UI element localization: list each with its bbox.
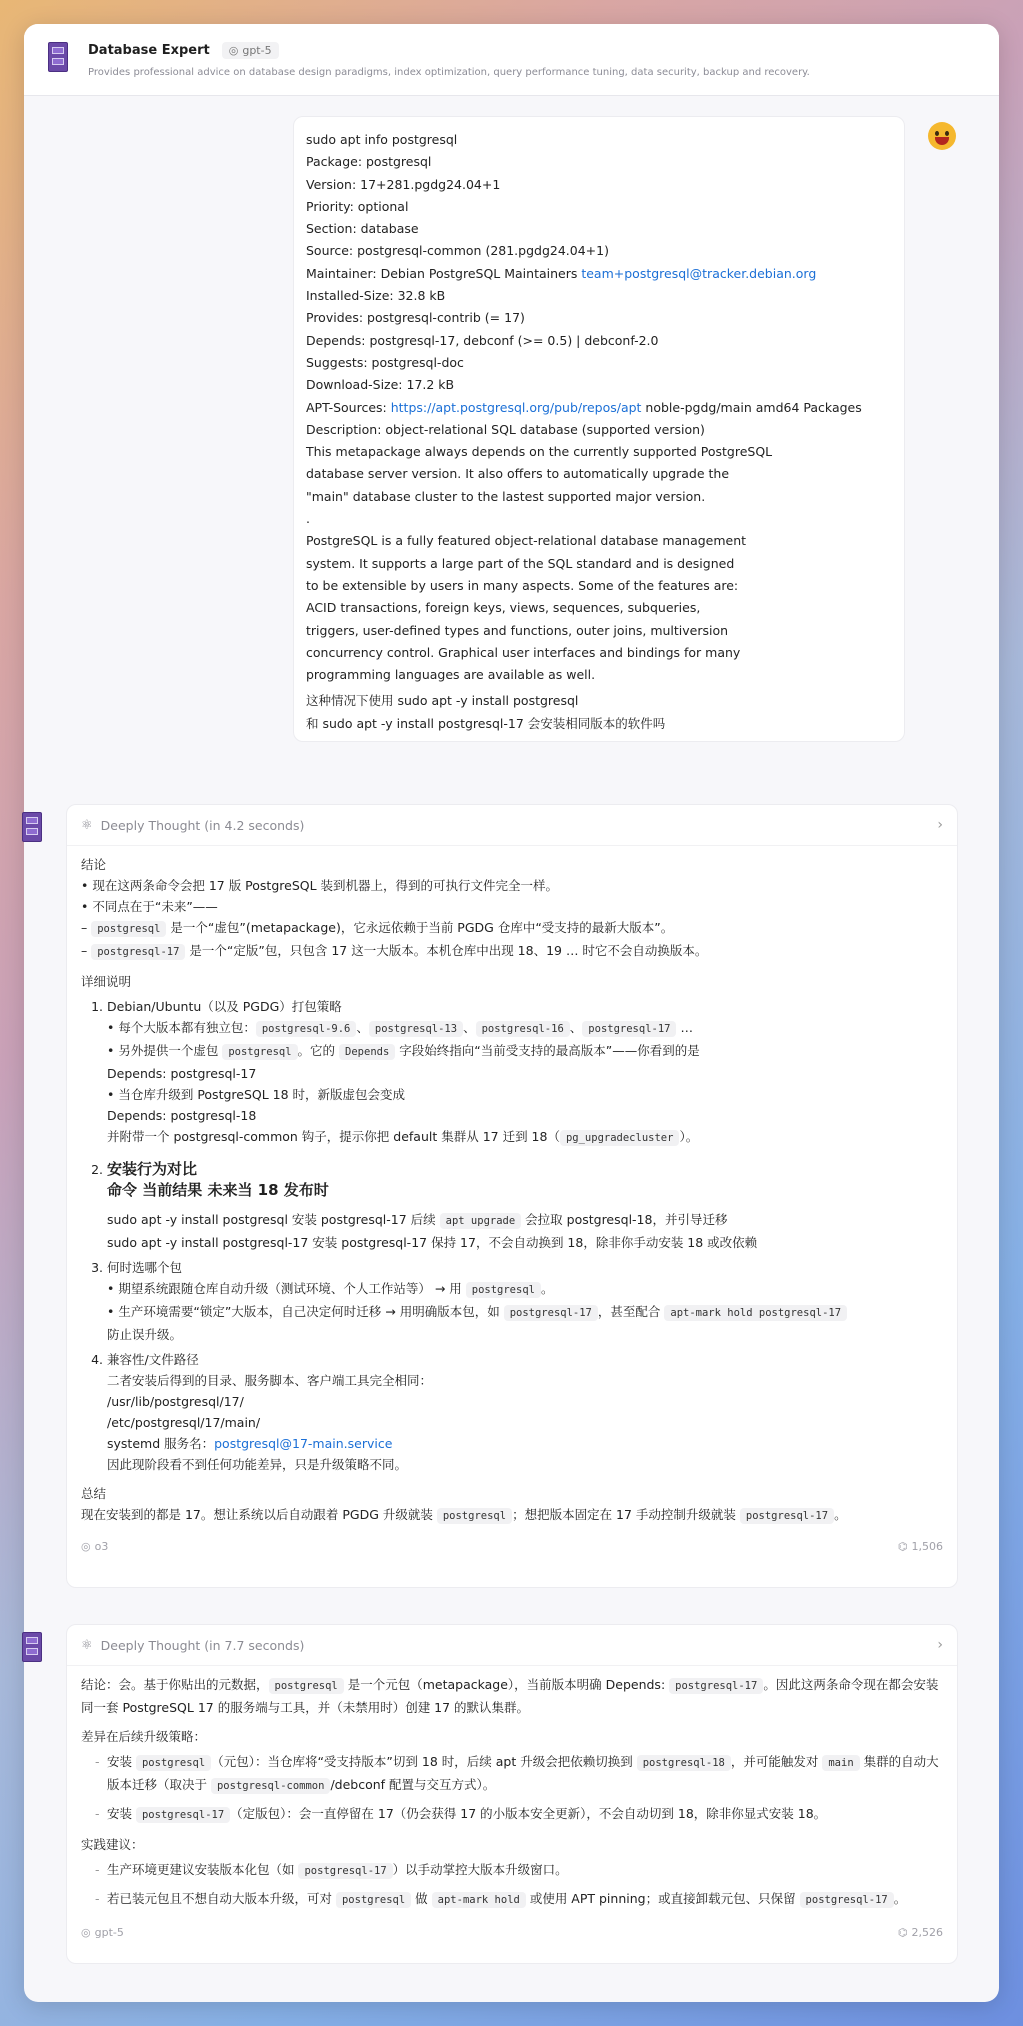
maintainer-email-link[interactable]: team+postgresql@tracker.debian.org — [581, 265, 817, 281]
list-item: - 安装 postgresql （元包）：当仓库将“受支持版本”切到 18 时，后续 apt 升级会把依赖切换到 postgresql-18 ，并可能触发对 main 集群的自动大版本迁移（取决于 postgresql-common /debconf 配置与交互方式）。 — [95, 1751, 943, 1797]
file-cabinet-icon — [48, 42, 68, 72]
service-link[interactable]: postgresql@17-main.service — [214, 1436, 393, 1451]
file-cabinet-icon — [22, 1632, 42, 1662]
list-item: - 安装 postgresql-17 （定版包）：会一直停留在 17（仍会获得 17 的小版本安全更新），不会自动切到 18，除非你显式安装 18。 — [95, 1803, 943, 1826]
assistant-avatar[interactable] — [22, 812, 44, 842]
agent-title: Database Expert — [88, 43, 210, 58]
thinking-toggle[interactable]: ⚛ Deeply Thought (in 4.2 seconds) › — [67, 805, 957, 846]
model-icon: ◎ — [228, 44, 239, 57]
assistant-avatar[interactable] — [22, 1632, 44, 1662]
atom-icon: ⚛ — [81, 817, 93, 833]
user-avatar-icon[interactable] — [928, 122, 956, 150]
token-count: ⌬ 1,506 — [897, 1539, 943, 1553]
message-model: ◎ o3 — [81, 1539, 109, 1553]
agent-avatar[interactable] — [48, 42, 70, 72]
assistant-reply-1: ⚛ Deeply Thought (in 4.2 seconds) › 结论 • 现在这两条命令会把 17 版 PostgreSQL 装到机器上，得到的可执行文件完全一样。 • 不同点在于“未来”—— – postgresql 是一个“虚包”(metapackage)，它永远依赖于当前 PGDG 仓库中“受支持的最新大版本”。 – postgresql-17 是一个“定版”包，只包含 17 这一大版本。本机仓库中出现 18、19 … 时它不会自动换版本。 详细说明 1. Debian/Ubuntu（以及 PGDG）打包策略 • 每个大版本都有独立包： postgresql-9.6 、 postgresql-13 、 postgresql-16 、 postgresql-17 … • 另外提供一个虚包 postgresql 。它的 Depends 字段始终指向“当前受支持的最高版本”——你看到的是 Depends: postgresql-17 • 当仓库升级到 PostgreSQL 18 时，新版虚包会变成 Depends: postgresql-18 并附带一个 postgresql-common 钩子，提示你把 default 集群从 17 迁到 18（ pg_upgradecluster ）。 2. 安装行为对比 命令 当前结果 未来当 18 发布时 sudo apt -y install postgresql 安装 postgresql-17 后续 apt upgrade 会拉取 postgresql-18，并引导迁移 sudo apt -y install postgresql-17 安装 postgresql-17 保持 17，不会自动换到 18，除非你手动安装 18 或改依赖 3. 何时选哪个包 • 期望系统跟随仓库自动升级（测试环境、个人工作站等） → 用 postgresql 。 • 生产环境需要“锁定”大版本，自己决定何时迁移 → 用明确版本包，如 postgresql-17 ，甚至配合 apt-mark hold postgresql-17 防止误升级。 4. 兼容性/文件路径 二者安装后得到的目录、服务脚本、客户端工具完全相同： /usr/lib/postgresql/17/ /etc/postgresql/17/main/ systemd 服务名：postgresql@17-main.service 因此现阶段看不到任何功能差异，只是升级策略不同。 总结 现在安装到的都是 17。想让系统以后自动跟着 PGDG 升级就装 postgresql ；想把版本固定在 17 手动控制升级就装 postgresql-17 。 ◎ o3 ⌬ 1,506 — [66, 804, 958, 1588]
message-model: ◎ gpt-5 — [81, 1925, 124, 1939]
tokens-icon: ⌬ — [897, 1539, 908, 1553]
list-item: 4. 兼容性/文件路径 二者安装后得到的目录、服务脚本、客户端工具完全相同： /usr/lib/postgresql/17/ /etc/postgresql/17/main/ systemd 服务名：postgresql@17-main.service 因此现阶段看不到任何功能差异，只是升级策略不同。 — [107, 1349, 943, 1475]
assistant-reply-2: ⚛ Deeply Thought (in 7.7 seconds) › 结论：会。基于你贴出的元数据， postgresql 是一个元包（metapackage），当前版本明确 Depends: postgresql-17 。因此这两条命令现在都会安装同一套 PostgreSQL 17 的服务端与工具，并（未禁用时）创建 17 的默认集群。 差异在后续升级策略： - 安装 postgresql （元包）：当仓库将“受支持版本”切到 18 时，后续 apt 升级会把依赖切换到 postgresql-18 ，并可能触发对 main 集群的自动大版本迁移（取决于 postgresql-common /debconf 配置与交互方式）。 - 安装 postgresql-17 （定版包）：会一直停留在 17（仍会获得 17 的小版本安全更新），不会自动切到 18，除非你显式安装 18。 实践建议： - 生产环境更建议安装版本化包（如 postgresql-17 ）以手动掌控大版本升级窗口。 - 若已装元包且不想自动大版本升级，可对 postgresql 做 apt-mark hold 或使用 APT pinning；或直接卸载元包、只保留 postgresql-17 。 ◎ gpt-5 ⌬ 2,526 — [66, 1624, 958, 1964]
model-icon: ◎ — [81, 1925, 91, 1939]
list-item: - 若已装元包且不想自动大版本升级，可对 postgresql 做 apt-mark hold 或使用 APT pinning；或直接卸载元包、只保留 postgresql-17 。 — [95, 1888, 943, 1911]
list-item: 3. 何时选哪个包 • 期望系统跟随仓库自动升级（测试环境、个人工作站等） → 用 postgresql 。 • 生产环境需要“锁定”大版本，自己决定何时迁移 → 用明确版本包，如 postgresql-17 ，甚至配合 apt-mark hold postgresql-17 防止误升级。 — [107, 1257, 943, 1345]
atom-icon: ⚛ — [81, 1637, 93, 1653]
file-cabinet-icon — [22, 812, 42, 842]
thinking-toggle[interactable]: ⚛ Deeply Thought (in 7.7 seconds) › — [67, 1625, 957, 1666]
model-badge[interactable]: ◎ gpt-5 — [222, 42, 279, 59]
chevron-right-icon: › — [937, 817, 943, 833]
chat-header — [24, 24, 999, 96]
user-message: sudo apt info postgresql Package: postgresql Version: 17+281.pgdg24.04+1 Priority: optional Section: database Source: postgresql-common (281.pgdg24.04+1) Maintainer: Debian PostgreSQL Maintainers team+postgresql@tracker.debian.org Installed-Size: 32.8 kB Provides: postgresql-contrib (= 17) Depends: postgresql-17, debconf (>= 0.5) | debconf-2.0 Suggests: postgresql-doc Download-Size: 17.2 kB APT-Sources: https://apt.postgresql.org/pub/repos/apt noble-pgdg/main amd64 Packages Description: object-relational SQL database (supported version) This metapackage always depends on the currently supported PostgreSQL database server version. It also offers to automatically upgrade the "main" database cluster to the lastest supported major version. . PostgreSQL is a fully featured object-relational database management system. It supports a large part of the SQL standard and is designed to be extensible by users in many aspects. Some of the features are: ACID transactions, foreign keys, views, sequences, subqueries, triggers, user-defined types and functions, outer joins, multiversion concurrency control. Graphical user interfaces and bindings for many programming languages are available as well. 这种情况下使用 sudo apt -y install postgresql 和 sudo apt -y install postgresql-17 会安装相同版本的软件吗 — [293, 116, 905, 742]
model-icon: ◎ — [81, 1539, 91, 1553]
chevron-right-icon: › — [937, 1637, 943, 1653]
list-item: 1. Debian/Ubuntu（以及 PGDG）打包策略 • 每个大版本都有独立包： postgresql-9.6 、 postgresql-13 、 postgresql-16 、 postgresql-17 … • 另外提供一个虚包 postgresql 。它的 Depends 字段始终指向“当前受支持的最高版本”——你看到的是 Depends: postgresql-17 • 当仓库升级到 PostgreSQL 18 时，新版虚包会变成 Depends: postgresql-18 并附带一个 postgresql-common 钩子，提示你把 default 集群从 17 迁到 18（ pg_upgradecluster ）。 — [107, 996, 943, 1149]
agent-description: Provides professional advice on database design paradigms, index optimization, query performance tuning, data security, backup and recovery. — [88, 67, 810, 78]
token-count: ⌬ 2,526 — [897, 1925, 943, 1939]
apt-source-link[interactable]: https://apt.postgresql.org/pub/repos/apt — [390, 399, 642, 415]
list-item: 2. 安装行为对比 命令 当前结果 未来当 18 发布时 sudo apt -y install postgresql 安装 postgresql-17 后续 apt upgrade 会拉取 postgresql-18，并引导迁移 sudo apt -y install postgresql-17 安装 postgresql-17 保持 17，不会自动换到 18，除非你手动安装 18 或改依赖 — [107, 1159, 943, 1253]
tokens-icon: ⌬ — [897, 1925, 908, 1939]
list-item: - 生产环境更建议安装版本化包（如 postgresql-17 ）以手动掌控大版本升级窗口。 — [95, 1859, 943, 1882]
